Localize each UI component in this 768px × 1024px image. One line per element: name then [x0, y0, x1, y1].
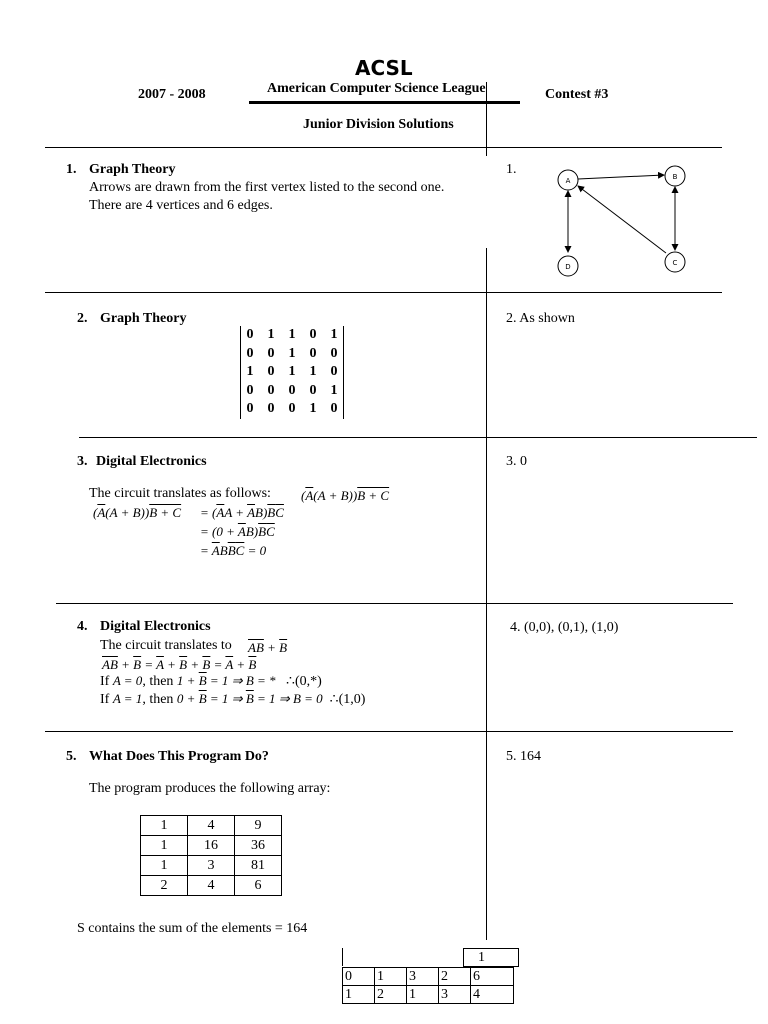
matrix-row — [245, 400, 339, 419]
table-cell: 2 — [439, 968, 471, 986]
table-cell: 1 — [141, 856, 188, 876]
q1-answer-number: 1. — [506, 162, 517, 177]
matrix-cell: 0 — [330, 345, 338, 361]
division-label: Junior Division Solutions — [303, 117, 454, 132]
q2-answer: 2. As shown — [506, 311, 575, 326]
adjacency-matrix — [240, 326, 344, 419]
league-name: American Computer Science League — [267, 81, 486, 96]
q4-then2: , then — [142, 692, 174, 707]
footer-table — [342, 967, 514, 1004]
footer-top-cell-table — [463, 948, 519, 967]
matrix-cell: 0 — [267, 382, 275, 398]
q4-then1: , then — [142, 674, 174, 689]
q3-number: 3. — [77, 454, 88, 469]
matrix-cell: 0 — [288, 382, 296, 398]
years-label: 2007 - 2008 — [138, 87, 206, 102]
footer-top-cell: 1 — [464, 949, 519, 967]
divider-5 — [45, 731, 733, 732]
contest-label: Contest #3 — [545, 87, 609, 102]
q4-topic: Digital Electronics — [100, 619, 211, 634]
q4-answer: 4. (0,0), (0,1), (1,0) — [510, 620, 619, 635]
table-cell: 4 — [471, 986, 514, 1004]
q3-step1-rhs: = $(\overline{A}A + \overline{A}B)\overline{B}\overline{C}$ — [200, 505, 284, 520]
table-row — [343, 986, 514, 1004]
q1-text-line1: Arrows are drawn from the first vertex listed to the second one. — [89, 180, 445, 195]
program-array — [140, 815, 282, 896]
matrix-cell: 0 — [330, 364, 338, 379]
q4-demorgan: $\overline{AB} + \overline{B} = \overline{A} + \overline{B} + \overline{B} = \overline{A} + \overline{B}$ — [102, 657, 257, 672]
table-row — [343, 968, 514, 986]
table-cell: 3 — [439, 986, 471, 1004]
q3-step3: = $\overline{A}B\overline{B}\overline{C} = 0$ — [200, 543, 267, 558]
matrix-cell: 0 — [246, 401, 254, 416]
table-cell: 0 — [343, 968, 375, 986]
matrix-cell: 0 — [246, 345, 254, 361]
q4-case2: If A = 1, then $0 + \overline{B} = 1$ ⇒ $\overline{B} = 1$ ⇒ B = 0 ∴(1,0) — [100, 691, 366, 707]
matrix-cell: 0 — [246, 382, 254, 398]
table-row — [141, 856, 282, 876]
q1-topic: Graph Theory — [89, 162, 176, 177]
q3-step2: = $(0 + \overline{A}B)\overline{B}\overline{C}$ — [200, 524, 275, 539]
matrix-cell: 1 — [330, 327, 338, 342]
table-cell: 6 — [235, 876, 282, 896]
q1-text-line2: There are 4 vertices and 6 edges. — [89, 198, 273, 213]
vertex-c-label: C — [672, 259, 678, 267]
matrix-cell: 0 — [309, 345, 317, 361]
vertex-a-label: A — [565, 177, 571, 185]
table-cell: 36 — [235, 836, 282, 856]
q3-topic: Digital Electronics — [96, 454, 207, 469]
q4-result2: ∴(1,0) — [329, 692, 366, 707]
table-cell: 2 — [141, 876, 188, 896]
column-divider — [486, 248, 487, 940]
q1-graph-diagram — [550, 160, 700, 280]
table-cell: 6 — [471, 968, 514, 986]
page-title: ACSL — [355, 56, 413, 80]
q4-if1: If — [100, 674, 110, 689]
table-cell: 1 — [141, 836, 188, 856]
vertex-d-label: D — [565, 263, 571, 271]
q4-expression: $\overline{AB} + \overline{B}$ — [248, 640, 288, 655]
divider-4 — [56, 603, 733, 604]
q3-expression: $(\overline{A}(A + B))B + C$ — [301, 488, 390, 503]
table-row — [141, 876, 282, 896]
q3-step1-lhs: $(\overline{A}(A + B))B + C$ — [93, 505, 182, 520]
matrix-cell: 0 — [309, 382, 317, 398]
table-cell: 9 — [235, 816, 282, 836]
q5-sum: S contains the sum of the elements = 164 — [77, 921, 308, 936]
matrix-row — [245, 326, 339, 345]
matrix-cell: 1 — [288, 327, 296, 342]
table-cell: 81 — [235, 856, 282, 876]
header-divider — [486, 82, 487, 156]
matrix-cell: 1 — [246, 364, 254, 379]
vertex-b-label: B — [672, 173, 678, 181]
matrix-cell: 0 — [267, 364, 275, 379]
table-cell: 4 — [188, 876, 235, 896]
q3-intro: The circuit translates as follows: — [89, 486, 271, 501]
matrix-cell: 1 — [309, 364, 317, 379]
q5-answer: 5. 164 — [506, 749, 541, 764]
q4-intro: The circuit translates to — [100, 638, 232, 653]
table-cell: 16 — [188, 836, 235, 856]
table-cell: 4 — [188, 816, 235, 836]
q1-number: 1. — [66, 162, 77, 177]
q4-if2: If — [100, 692, 110, 707]
table-row — [141, 836, 282, 856]
q3-answer: 3. 0 — [506, 454, 527, 469]
header-underline — [249, 101, 520, 104]
matrix-cell: 1 — [288, 345, 296, 361]
matrix-cell: 0 — [330, 401, 338, 416]
q4-case1: If A = 0, then $1 + \overline{B} = 1$ ⇒ B = * ∴(0,*) — [100, 673, 322, 689]
matrix-row — [245, 363, 339, 382]
matrix-cell: 0 — [309, 327, 317, 342]
table-cell: 1 — [375, 968, 407, 986]
footer-table-top — [342, 948, 464, 966]
matrix-cell: 1 — [330, 382, 338, 398]
matrix-cell: 1 — [288, 364, 296, 379]
table-row — [141, 816, 282, 836]
matrix-cell: 0 — [288, 401, 296, 416]
edge-a-b — [578, 175, 664, 179]
q5-intro: The program produces the following array: — [89, 781, 331, 796]
matrix-cell: 1 — [267, 327, 275, 342]
matrix-cell: 1 — [309, 401, 317, 416]
table-cell: 1 — [141, 816, 188, 836]
divider-2 — [45, 292, 722, 293]
matrix-cell: 0 — [267, 401, 275, 416]
table-cell: 3 — [407, 968, 439, 986]
q4-result1: ∴(0,*) — [286, 674, 322, 689]
matrix-row — [245, 345, 339, 364]
divider-3 — [79, 437, 757, 438]
q2-topic: Graph Theory — [100, 311, 187, 326]
table-cell: 3 — [188, 856, 235, 876]
edge-c-a — [578, 186, 666, 253]
matrix-row — [245, 382, 339, 401]
q5-topic: What Does This Program Do? — [89, 749, 269, 764]
matrix-cell: 0 — [267, 345, 275, 361]
matrix-cell: 0 — [246, 327, 254, 342]
divider-1 — [45, 147, 722, 148]
q5-number: 5. — [66, 749, 77, 764]
table-cell: 2 — [375, 986, 407, 1004]
q4-number: 4. — [77, 619, 88, 634]
table-cell: 1 — [343, 986, 375, 1004]
table-cell: 1 — [407, 986, 439, 1004]
q2-number: 2. — [77, 311, 88, 326]
